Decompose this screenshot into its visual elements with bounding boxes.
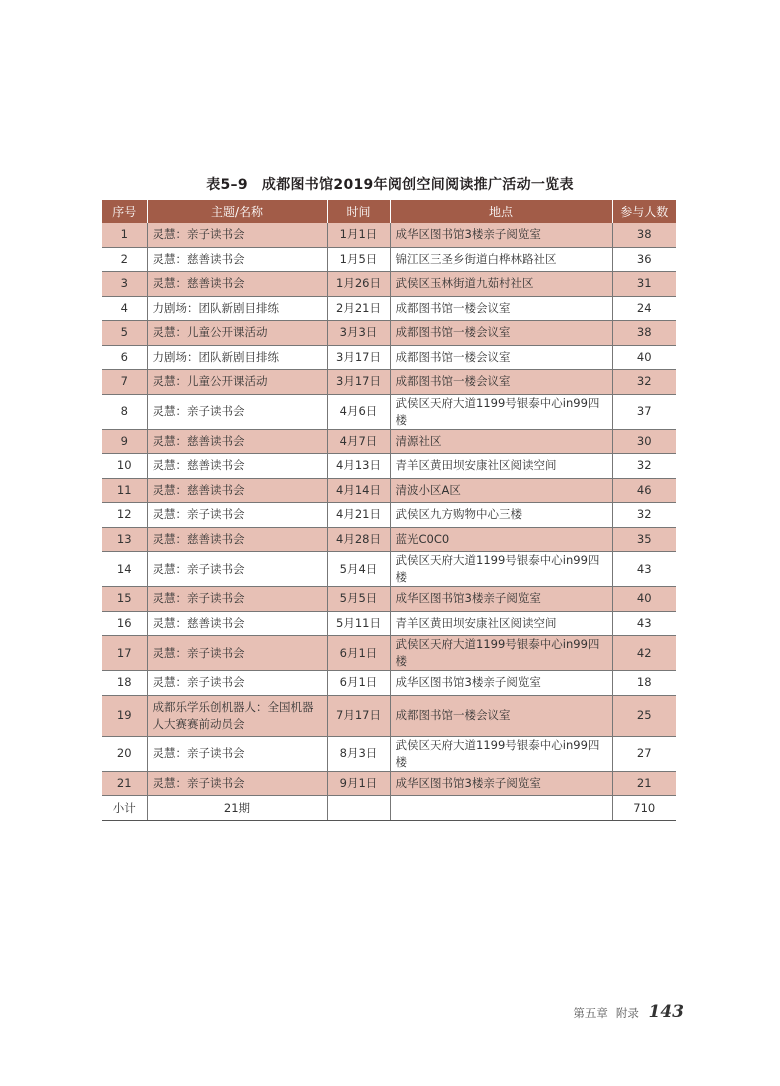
- cell-participants: 40: [612, 345, 676, 370]
- footer-section: 附录: [615, 1006, 639, 1020]
- column-header-theme: 主题/名称: [147, 200, 327, 223]
- cell-participants: 27: [612, 736, 676, 771]
- table-row: [102, 695, 676, 736]
- cell-time: 3月3日: [327, 321, 390, 346]
- table-row: [102, 454, 676, 479]
- cell-theme: 灵慧：亲子读书会: [147, 394, 327, 429]
- cell-participants: 30: [612, 429, 676, 454]
- cell-theme: 灵慧：亲子读书会: [147, 736, 327, 771]
- table-row: [102, 370, 676, 395]
- cell-place: 青羊区黄田坝安康社区阅读空间: [390, 454, 612, 479]
- cell-participants: 32: [612, 503, 676, 528]
- cell-participants: 40: [612, 587, 676, 612]
- cell-place: 成都图书馆一楼会议室: [390, 296, 612, 321]
- cell-theme: 灵慧：亲子读书会: [147, 552, 327, 587]
- table-row: [102, 527, 676, 552]
- cell-participants: 31: [612, 272, 676, 297]
- cell-theme: 灵慧：亲子读书会: [147, 671, 327, 696]
- cell-time: 1月26日: [327, 272, 390, 297]
- cell-index: 7: [102, 370, 147, 395]
- cell-theme: 成都乐学乐创机器人：全国机器人大赛赛前动员会: [147, 695, 327, 736]
- cell-place: 青羊区黄田坝安康社区阅读空间: [390, 611, 612, 636]
- table-row: [102, 223, 676, 247]
- table-row: [102, 296, 676, 321]
- cell-theme: 灵慧：慈善读书会: [147, 272, 327, 297]
- table-row: [102, 636, 676, 671]
- cell-time: 5月11日: [327, 611, 390, 636]
- cell-time: 6月1日: [327, 636, 390, 671]
- column-header-participants: 参与人数: [612, 200, 676, 223]
- cell-place: 成都图书馆一楼会议室: [390, 370, 612, 395]
- cell-index: 10: [102, 454, 147, 479]
- cell-theme: 灵慧：亲子读书会: [147, 503, 327, 528]
- cell-place: 武侯区天府大道1199号银泰中心in99四楼: [390, 736, 612, 771]
- cell-theme: 力剧场：团队新剧目排练: [147, 345, 327, 370]
- cell-theme: 灵慧：慈善读书会: [147, 247, 327, 272]
- cell-index: 1: [102, 223, 147, 247]
- cell-index: 19: [102, 695, 147, 736]
- cell-participants: 46: [612, 478, 676, 503]
- cell-theme: 灵慧：亲子读书会: [147, 223, 327, 247]
- cell-theme: 灵慧：亲子读书会: [147, 587, 327, 612]
- cell-theme: 灵慧：慈善读书会: [147, 478, 327, 503]
- cell-participants: 38: [612, 321, 676, 346]
- cell-place: 武侯区天府大道1199号银泰中心in99四楼: [390, 636, 612, 671]
- table-row: [102, 671, 676, 696]
- cell-theme: 灵慧：亲子读书会: [147, 636, 327, 671]
- table-caption: [0, 174, 780, 194]
- total-label: 小计: [102, 796, 147, 821]
- cell-participants: 37: [612, 394, 676, 429]
- cell-time: 8月3日: [327, 736, 390, 771]
- cell-place: 武侯区天府大道1199号银泰中心in99四楼: [390, 552, 612, 587]
- cell-time: 6月1日: [327, 671, 390, 696]
- total-time: [327, 796, 390, 821]
- cell-place: 清波小区A区: [390, 478, 612, 503]
- cell-index: 6: [102, 345, 147, 370]
- cell-index: 16: [102, 611, 147, 636]
- cell-participants: 25: [612, 695, 676, 736]
- table-row: [102, 771, 676, 796]
- cell-time: 5月4日: [327, 552, 390, 587]
- page-number: 143: [648, 1002, 684, 1022]
- cell-theme: 灵慧：慈善读书会: [147, 611, 327, 636]
- cell-participants: 35: [612, 527, 676, 552]
- column-header-place: 地点: [390, 200, 612, 223]
- cell-index: 4: [102, 296, 147, 321]
- cell-index: 8: [102, 394, 147, 429]
- cell-theme: 灵慧：儿童公开课活动: [147, 370, 327, 395]
- cell-place: 锦江区三圣乡街道白桦林路社区: [390, 247, 612, 272]
- cell-participants: 18: [612, 671, 676, 696]
- cell-time: 2月21日: [327, 296, 390, 321]
- cell-time: 4月28日: [327, 527, 390, 552]
- cell-index: 11: [102, 478, 147, 503]
- cell-theme: 灵慧：慈善读书会: [147, 527, 327, 552]
- cell-place: 成华区图书馆3楼亲子阅览室: [390, 771, 612, 796]
- cell-place: 成都图书馆一楼会议室: [390, 695, 612, 736]
- cell-participants: 24: [612, 296, 676, 321]
- cell-participants: 36: [612, 247, 676, 272]
- cell-time: 1月1日: [327, 223, 390, 247]
- table-row: [102, 611, 676, 636]
- cell-index: 2: [102, 247, 147, 272]
- cell-time: 5月5日: [327, 587, 390, 612]
- table-number: 表5–9: [206, 177, 248, 193]
- total-count: 21期: [147, 796, 327, 821]
- table-row: [102, 429, 676, 454]
- cell-place: 成华区图书馆3楼亲子阅览室: [390, 671, 612, 696]
- cell-theme: 力剧场：团队新剧目排练: [147, 296, 327, 321]
- cell-index: 20: [102, 736, 147, 771]
- table-title: 成都图书馆2019年阅创空间阅读推广活动一览表: [261, 177, 574, 193]
- cell-index: 17: [102, 636, 147, 671]
- table-row: [102, 394, 676, 429]
- cell-index: 5: [102, 321, 147, 346]
- cell-index: 15: [102, 587, 147, 612]
- cell-participants: 21: [612, 771, 676, 796]
- cell-index: 21: [102, 771, 147, 796]
- cell-index: 14: [102, 552, 147, 587]
- table-row: [102, 552, 676, 587]
- column-header-time: 时间: [327, 200, 390, 223]
- table-row: [102, 478, 676, 503]
- cell-time: 9月1日: [327, 771, 390, 796]
- cell-time: 7月17日: [327, 695, 390, 736]
- cell-participants: 32: [612, 454, 676, 479]
- cell-place: 武侯区玉林街道九茹村社区: [390, 272, 612, 297]
- table-row: [102, 272, 676, 297]
- cell-participants: 32: [612, 370, 676, 395]
- footer-chapter: 第五章: [573, 1006, 608, 1020]
- cell-index: 3: [102, 272, 147, 297]
- cell-place: 成华区图书馆3楼亲子阅览室: [390, 587, 612, 612]
- total-place: [390, 796, 612, 821]
- cell-theme: 灵慧：慈善读书会: [147, 454, 327, 479]
- table-header-row: [102, 200, 676, 223]
- cell-index: 12: [102, 503, 147, 528]
- cell-participants: 38: [612, 223, 676, 247]
- cell-theme: 灵慧：儿童公开课活动: [147, 321, 327, 346]
- cell-place: 清源社区: [390, 429, 612, 454]
- cell-time: 3月17日: [327, 370, 390, 395]
- cell-time: 4月14日: [327, 478, 390, 503]
- cell-place: 成都图书馆一楼会议室: [390, 321, 612, 346]
- cell-place: 武侯区九方购物中心三楼: [390, 503, 612, 528]
- cell-time: 4月21日: [327, 503, 390, 528]
- cell-participants: 43: [612, 611, 676, 636]
- table-row: [102, 503, 676, 528]
- cell-index: 13: [102, 527, 147, 552]
- activity-table: [102, 200, 676, 821]
- cell-time: 1月5日: [327, 247, 390, 272]
- table-row: [102, 587, 676, 612]
- table-row: [102, 247, 676, 272]
- cell-place: 成华区图书馆3楼亲子阅览室: [390, 223, 612, 247]
- page-footer: [573, 1002, 684, 1022]
- cell-participants: 43: [612, 552, 676, 587]
- cell-time: 4月13日: [327, 454, 390, 479]
- cell-theme: 灵慧：亲子读书会: [147, 771, 327, 796]
- cell-index: 18: [102, 671, 147, 696]
- cell-participants: 42: [612, 636, 676, 671]
- table-row: [102, 345, 676, 370]
- total-row: [102, 796, 676, 821]
- cell-place: 武侯区天府大道1199号银泰中心in99四楼: [390, 394, 612, 429]
- column-header-index: 序号: [102, 200, 147, 223]
- cell-time: 4月7日: [327, 429, 390, 454]
- cell-place: 成都图书馆一楼会议室: [390, 345, 612, 370]
- cell-theme: 灵慧：慈善读书会: [147, 429, 327, 454]
- cell-time: 4月6日: [327, 394, 390, 429]
- total-participants: 710: [612, 796, 676, 821]
- cell-place: 蓝光C0C0: [390, 527, 612, 552]
- table-row: [102, 321, 676, 346]
- cell-time: 3月17日: [327, 345, 390, 370]
- table-row: [102, 736, 676, 771]
- cell-index: 9: [102, 429, 147, 454]
